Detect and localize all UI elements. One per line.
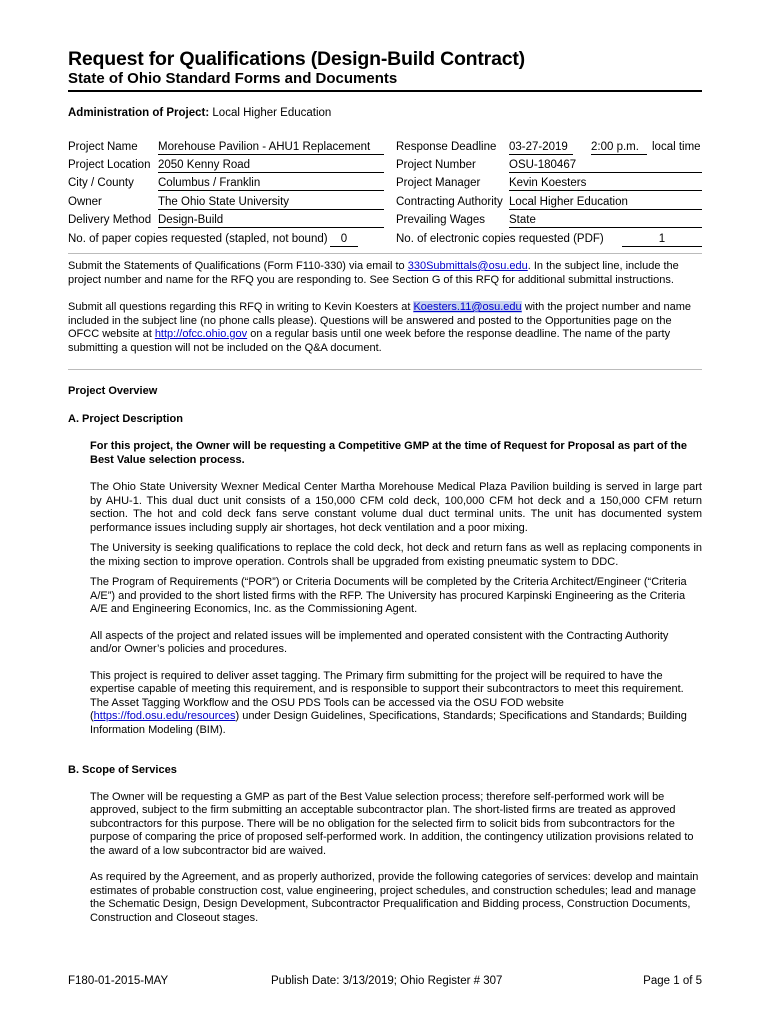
fod-resources-link[interactable]: https://fod.osu.edu/resources	[93, 710, 236, 722]
response-time-value: 2:00 p.m.	[591, 140, 647, 155]
prevailing-wages-label: Prevailing Wages	[396, 214, 486, 226]
competitive-gmp-statement: For this project, the Owner will be requesting a Competitive GMP at the time of Request for Proposal as part of the Best Value selection process.	[90, 440, 687, 466]
document-subtitle: State of Ohio Standard Forms and Documents	[68, 70, 398, 87]
project-number-label: Project Number	[396, 159, 476, 171]
paper-copies-label: No. of paper copies requested (stapled, not bound)	[68, 233, 328, 245]
scope-paragraph-1: The Owner will be requesting a GMP as part of the Best Value selection process; therefore self-performed work will be approved, subject to the firm submitting an acceptable subcontractor plan. The short-listed firms are treated as approved subcontractors for this purpose. There will be no obligation for the selected firm to solicit bids from subcontractors for the purpose of comparing the price of proposed self-performed work. In addition, the contingency utilization provisions related to the award of a low subcontractor bid are waived.	[90, 790, 694, 857]
scope-paragraph-2: As required by the Agreement, and as properly authorized, provide the following categories of services: develop and maintain estimates of probable construction cost, value engineering, project schedules, and construction schedules; lead and manage the Schematic Design, Design Development, Subcontractor Prequalification and Bidding process, Construction Documents, Construction and Closeout stages.	[90, 871, 699, 924]
questions-text-a: Submit all questions regarding this RFQ in writing to Kevin Koesters at	[68, 301, 414, 313]
scope-of-services-heading: B. Scope of Services	[68, 764, 177, 776]
page-number: Page 1 of 5	[643, 975, 702, 987]
submit-paragraph	[68, 260, 702, 287]
title-rule	[68, 90, 702, 92]
submit-rule	[68, 253, 702, 254]
project-manager-value: Kevin Koesters	[509, 176, 702, 191]
administration-value: Local Higher Education	[212, 107, 332, 119]
project-description-heading: A. Project Description	[68, 412, 183, 425]
electronic-copies-label: No. of electronic copies requested (PDF)	[396, 233, 604, 245]
project-location-label: Project Location	[68, 159, 151, 171]
owner-label: Owner	[68, 196, 102, 208]
questions-text-b: with the project number and name included in the subject line (no phone calls please). Questions will be answered and posted to the Opportunities page on the OFCC website at	[68, 301, 692, 340]
project-manager-label: Project Manager	[396, 177, 481, 189]
local-time-label: local time	[652, 141, 701, 153]
project-name-label: Project Name	[68, 141, 138, 153]
koesters-email-link[interactable]: Koesters.11@osu.edu	[413, 301, 522, 313]
electronic-copies-value: 1	[622, 232, 702, 247]
description-paragraph-2: The University is seeking qualifications to replace the cold deck, hot deck and return fans as well as replacing components in the mixing section to improve operation. Controls shall be upgraded from existing pneumatic system to DDC.	[90, 542, 702, 568]
contracting-authority-value: Local Higher Education	[509, 195, 702, 210]
project-description-body	[68, 440, 702, 737]
city-county-label: City / County	[68, 177, 134, 189]
delivery-method-label: Delivery Method	[68, 214, 152, 226]
project-number-value: OSU-180467	[509, 158, 702, 173]
description-paragraph-1: The Ohio State University Wexner Medical Center Martha Morehouse Medical Plaza Pavilion building is served in large part by AHU-1. This dual duct unit consists of a 150,000 CFM cold deck, 100,000 CFM hot deck and a 150,000 CFM return section. The hot and cold deck fans serve constant volume dual duct terminal units. The unit has documented system performance issues including supply air shortages, hot deck ventilation and a poor mixing.	[90, 481, 702, 534]
response-deadline-label: Response Deadline	[396, 141, 497, 153]
administration-label: Administration of Project:	[68, 107, 210, 119]
description-paragraph-5	[90, 670, 702, 738]
description-paragraph-4: All aspects of the project and related issues will be implemented and operated consistent with the Contracting Authority and/or Owner’s policies and procedures.	[90, 629, 669, 655]
owner-value: The Ohio State University	[158, 195, 384, 210]
contracting-authority-label: Contracting Authority	[396, 196, 503, 208]
questions-paragraph	[68, 301, 702, 355]
asset-tagging-text-b: ) under Design Guidelines, Specifications, Standards; Specifications and Standards; Building Information Modeling (BIM).	[90, 710, 687, 736]
prevailing-wages-value: State	[509, 213, 702, 228]
submit-text-b: . In the subject line, include the project number and name for the RFQ you are responding to. See Section G of this RFQ for additional submittal instructions.	[68, 260, 679, 286]
project-overview-heading: Project Overview	[68, 385, 158, 397]
publish-date: Publish Date: 3/13/2019; Ohio Register # 307	[271, 975, 503, 987]
document-page	[68, 48, 702, 925]
delivery-method-value: Design-Build	[158, 213, 384, 228]
response-date-value: 03-27-2019	[509, 140, 573, 155]
ofcc-website-link[interactable]: http://ofcc.ohio.gov	[154, 328, 248, 340]
submittals-email-link[interactable]: 330Submittals@osu.edu	[407, 260, 528, 272]
project-name-value: Morehouse Pavilion - AHU1 Replacement	[158, 140, 384, 155]
description-paragraph-3: The Program of Requirements (“POR”) or Criteria Documents will be completed by the Criteria Architect/Engineer (“Criteria A/E”) and provided to the short listed firms with the RFP. The University has procured Karpinski Engineering as the Criteria A/E and Engineering Economics, Inc. as the Commissioning Agent.	[90, 576, 687, 615]
scope-of-services-body	[68, 791, 702, 926]
questions-text-c: on a regular basis until one week before the response deadline. The name of the party submitting a question will not be included on the Q&A document.	[68, 328, 671, 354]
administration-line	[68, 106, 702, 120]
overview-rule	[68, 369, 702, 370]
paper-copies-value: 0	[330, 232, 358, 247]
project-fields	[68, 140, 702, 250]
document-title: Request for Qualifications (Design-Build Contract)	[68, 48, 525, 70]
city-county-value: Columbus / Franklin	[158, 176, 384, 191]
asset-tagging-text-a: This project is required to deliver asset tagging. The Primary firm submitting for the project will be required to have the expertise capable of meeting this requirement, and is responsible to support their subcontractors to meet this requirement. The Asset Tagging Workflow and the OSU PDS Tools can be accessed via the OSU FOD website (	[90, 669, 684, 722]
submit-text-a: Submit the Statements of Qualifications (Form F110-330) via email to	[68, 260, 408, 272]
project-location-value: 2050 Kenny Road	[158, 158, 384, 173]
form-id: F180-01-2015-MAY	[68, 975, 169, 987]
